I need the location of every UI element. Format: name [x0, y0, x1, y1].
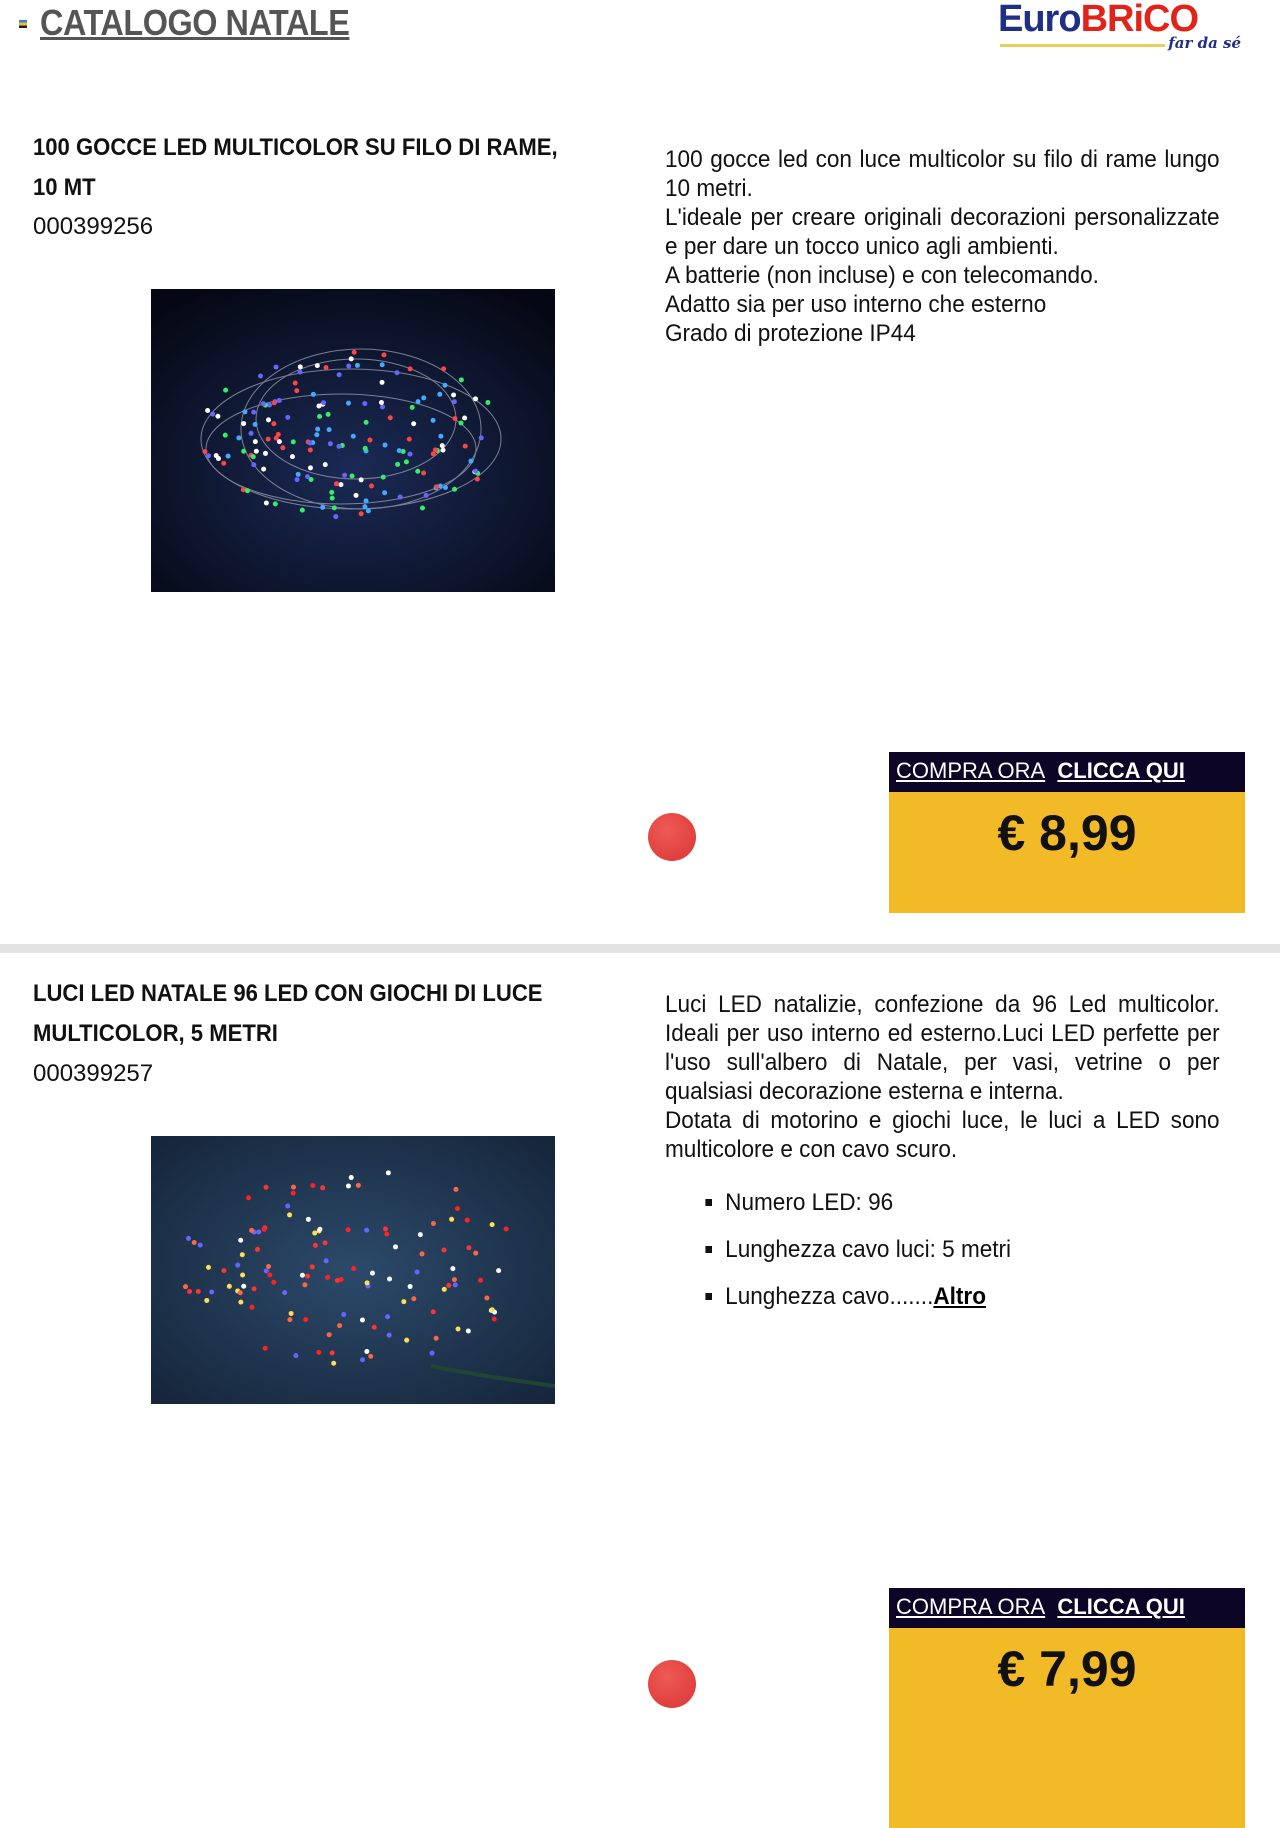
price-box	[889, 752, 1245, 913]
product-image	[151, 1136, 555, 1404]
status-dot	[648, 813, 696, 861]
price: € 7,99	[889, 1628, 1245, 1828]
flag-icon	[19, 20, 27, 28]
buy-now-link[interactable]: COMPRA ORA	[896, 758, 1046, 783]
price-box	[889, 1588, 1245, 1828]
spec-item: ▪ Lunghezza cavo.......Altro	[725, 1282, 1219, 1311]
status-dot	[648, 1660, 696, 1708]
product-title: 100 GOCCE LED MULTICOLOR SU FILO DI RAME, 10 MT	[33, 134, 558, 201]
section-divider	[0, 944, 1280, 953]
product-code: 000399257	[33, 1060, 154, 1087]
product-image	[151, 289, 555, 592]
more-link[interactable]: Altro	[933, 1283, 986, 1310]
buy-now-link[interactable]: COMPRA ORA	[896, 1594, 1046, 1619]
product-description: 100 gocce led con luce multicolor su filo di rame lungo 10 metri. L'ideale per creare originali decorazioni personalizzate e per dare un tocco unico agli ambienti. A batterie (non incluse) e con telecomando. Adatto sia per uso interno che esterno Grado di protezione IP44	[665, 146, 1220, 347]
click-here-link[interactable]: CLICCA QUI	[1057, 1594, 1185, 1619]
product-code: 000399256	[33, 213, 154, 240]
spec-item: ▪ Numero LED: 96	[725, 1188, 1219, 1217]
price: € 8,99	[889, 792, 1245, 913]
click-here-link[interactable]: CLICCA QUI	[1057, 758, 1185, 783]
spec-item: ▪ Lunghezza cavo luci: 5 metri	[725, 1235, 1219, 1264]
page-title[interactable]: CATALOGO NATALE	[40, 2, 350, 43]
product-title: LUCI LED NATALE 96 LED CON GIOCHI DI LUCE MULTICOLOR, 5 METRI	[33, 980, 543, 1047]
eurobrico-logo[interactable]: EuroBRiCO far da sé	[998, 0, 1241, 52]
product-description: Luci LED natalizie, confezione da 96 Led multicolor. Ideali per uso interno ed esterno.Luci LED perfette per l'uso sull'albero di Natale, per vasi, vetrine o per qualsiasi decorazione esterna e interna. Dotata di motorino e giochi luce, le luci a LED sono multicolore e con cavo scuro. ▪ Numero LED: 96 ▪ Lunghezza cavo luci: 5 metri ▪ Lunghezza cavo.......Altro	[665, 990, 1220, 1329]
